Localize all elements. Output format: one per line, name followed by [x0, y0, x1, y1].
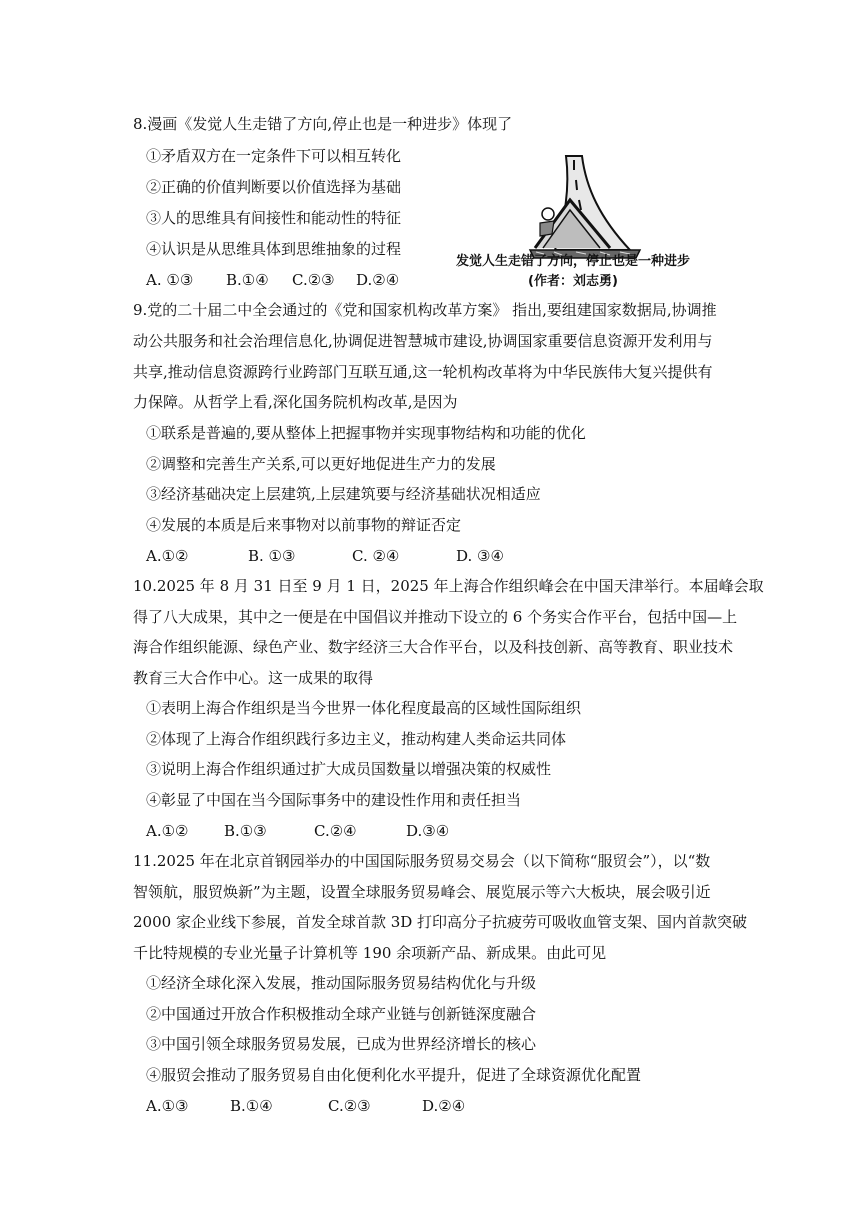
choice-b: B.①③: [224, 822, 267, 840]
question-11-stem-line-3: 2000 家企业线下参展，首发全球首款 3D 打印高分子抗疲劳可吸收血管支架、国内首款突破: [133, 913, 748, 931]
question-8-choices: [146, 270, 399, 290]
question-9-option-4: ④发展的本质是后来事物对以前事物的辩证否定: [146, 516, 462, 534]
question-11-stem-line-2: 智领航，服贸焕新”为主题，设置全球服务贸易峰会、展览展示等六大板块，展会吸引近: [133, 883, 711, 901]
question-11-choices: [146, 1096, 465, 1116]
choice-c: C.②③: [328, 1097, 371, 1115]
question-10-option-2: ②体现了上海合作组织践行多边主义，推动构建人类命运共同体: [146, 730, 567, 748]
question-10-stem-line-4: 教育三大合作中心。这一成果的取得: [133, 669, 374, 687]
choice-c: C.②③: [292, 271, 335, 289]
question-8-stem: 8.漫画《发觉人生走错了方向,停止也是一种进步》体现了: [133, 115, 513, 133]
choice-d: D. ③④: [456, 547, 504, 565]
choice-a: A.①②: [146, 547, 189, 565]
question-11-stem-line-1: 11.2025 年在北京首钢园举办的中国国际服务贸易交易会（以下简称“服贸会”），以“数: [133, 852, 711, 870]
question-10-option-1: ①表明上海合作组织是当今世界一体化程度最高的区域性国际组织: [146, 699, 582, 717]
question-10-option-3: ③说明上海合作组织通过扩大成员国数量以增强决策的权威性: [146, 760, 552, 778]
choice-a: A.①②: [146, 822, 189, 840]
choice-a: A. ①③: [146, 271, 194, 289]
choice-d: D.③④: [406, 822, 450, 840]
cartoon-caption: 发觉人生走错了方向，停止也是一种进步: [455, 254, 690, 269]
question-10-stem-line-1: 10.2025 年 8 月 31 日至 9 月 1 日，2025 年上海合作组织峰会在中国天津举行。本届峰会取: [133, 577, 764, 595]
question-8-option-3: ③人的思维具有间接性和能动性的特征: [146, 209, 402, 227]
question-10-stem-line-3: 海合作组织能源、绿色产业、数字经济三大合作平台，以及科技创新、高等教育、职业技术: [133, 638, 734, 656]
question-11-stem-line-4: 千比特规模的专业光量子计算机等 190 余项新产品、新成果。由此可见: [133, 944, 607, 962]
question-9-stem-line-4: 力保障。从哲学上看,深化国务院机构改革,是因为: [133, 393, 458, 411]
question-9-stem-line-2: 动公共服务和社会治理信息化,协调促进智慧城市建设,协调国家重要信息资源开发利用与: [133, 332, 713, 350]
question-11-option-1: ①经济全球化深入发展，推动国际服务贸易结构优化与升级: [146, 974, 537, 992]
question-11-option-2: ②中国通过开放合作积极推动全球产业链与创新链深度融合: [146, 1005, 537, 1023]
question-8-option-2: ②正确的价值判断要以价值选择为基础: [146, 178, 402, 196]
question-10-stem-line-2: 得了八大成果，其中之一便是在中国倡议并推动下设立的 6 个务实合作平台，包括中国—上: [133, 608, 738, 626]
question-10-choices: [146, 821, 449, 841]
choice-c: C.②④: [314, 822, 357, 840]
question-9-option-3: ③经济基础决定上层建筑,上层建筑要与经济基础状况相适应: [146, 485, 541, 503]
choice-b: B. ①③: [248, 547, 296, 565]
question-11-option-4: ④服贸会推动了服务贸易自由化便利化水平提升，促进了全球资源优化配置: [146, 1066, 642, 1084]
question-9-stem-line-1: 9.党的二十届二中全会通过的《党和国家机构改革方案》 指出,要组建国家数据局,协调推: [133, 301, 717, 319]
question-9-option-1: ①联系是普遍的,要从整体上把握事物并实现事物结构和功能的优化: [146, 424, 586, 442]
choice-d: D.②④: [422, 1097, 466, 1115]
choice-b: B.①④: [226, 271, 269, 289]
question-11-option-3: ③中国引领全球服务贸易发展，已成为世界经济增长的核心: [146, 1035, 537, 1053]
question-8-option-1: ①矛盾双方在一定条件下可以相互转化: [146, 147, 402, 165]
choice-b: B.①④: [230, 1097, 273, 1115]
question-10-option-4: ④彰显了中国在当今国际事务中的建设性作用和责任担当: [146, 791, 522, 809]
choice-d: D.②④: [356, 271, 400, 289]
question-9-stem-line-3: 共享,推动信息资源跨行业跨部门互联互通,这一轮机构改革将为中华民族伟大复兴提供有: [133, 363, 713, 381]
choice-a: A.①③: [146, 1097, 189, 1115]
question-9-choices: [146, 546, 504, 566]
question-9-option-2: ②调整和完善生产关系,可以更好地促进生产力的发展: [146, 455, 496, 473]
question-8-option-4: ④认识是从思维具体到思维抽象的过程: [146, 240, 402, 258]
choice-c: C. ②④: [352, 547, 400, 565]
cartoon-author: (作者：刘志勇): [528, 274, 618, 289]
